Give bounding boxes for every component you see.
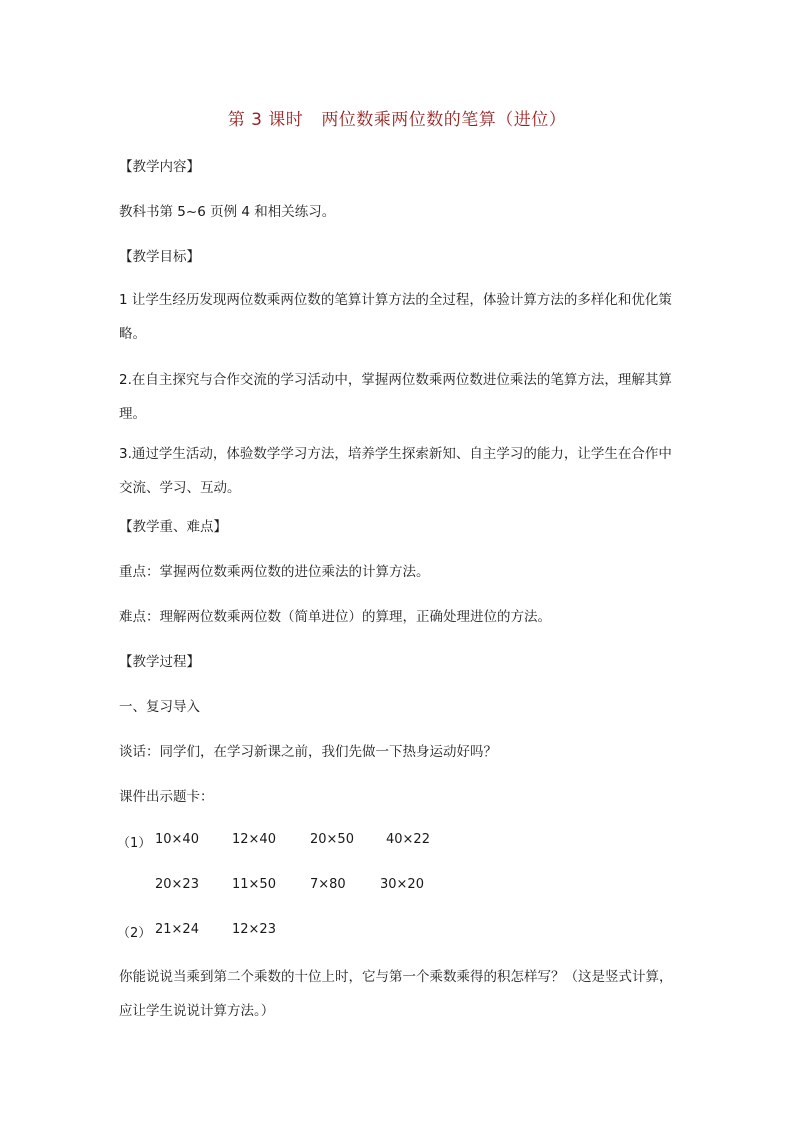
exercise-item: 30×20: [380, 877, 424, 892]
step-review: 一、复习导入: [119, 699, 200, 715]
goal-1: 1 让学生经历发现两位数乘两位数的笔算计算方法的全过程，体验计算方法的多样化和优化策略。: [119, 292, 672, 342]
talk-text: 谈话：同学们，在学习新课之前，我们先做一下热身运动好吗？: [119, 744, 497, 760]
section-heading-content: 【教学内容】: [119, 159, 200, 175]
exercise-item: 20×50: [310, 832, 354, 847]
content-text: 教科书第 5~6 页例 4 和相关练习。: [119, 204, 336, 220]
lesson-number: 第 3 课时: [227, 110, 304, 130]
exercise-group-2-label: （2）: [117, 926, 152, 941]
exercise-item: 10×40: [155, 832, 199, 847]
section-heading-key-points: 【教学重、难点】: [119, 519, 227, 535]
exercise-item: 12×40: [232, 832, 276, 847]
exercise-item: 7×80: [310, 877, 346, 892]
exercise-item: 20×23: [155, 877, 199, 892]
exercise-item: 11×50: [232, 877, 276, 892]
goal-2: 2.在自主探究与合作交流的学习活动中，掌握两位数乘两位数进位乘法的笔算方法，理解其算理。: [119, 372, 672, 422]
exercise-item: 40×22: [386, 832, 430, 847]
card-text: 课件出示题卡：: [119, 789, 214, 805]
lesson-topic: 两位数乘两位数的笔算（进位）: [321, 110, 567, 130]
section-heading-goals: 【教学目标】: [119, 249, 200, 265]
question-text: 你能说说当乘到第二个乘数的十位上时，它与第一个乘数乘得的积怎样写？（这是竖式计算，应让学生说说计算方法。）: [119, 969, 673, 1019]
exercise-group-1-label: （1）: [117, 836, 152, 851]
exercise-item: 21×24: [155, 922, 199, 937]
section-heading-process: 【教学过程】: [119, 654, 200, 670]
goal-3: 3.通过学生活动，体验数学学习方法，培养学生探索新知、自主学习的能力，让学生在合作中交流、学习、互动。: [119, 446, 672, 496]
exercise-item: 12×23: [232, 922, 276, 937]
key-point: 重点：掌握两位数乘两位数的进位乘法的计算方法。: [119, 564, 430, 580]
lesson-title: [0, 105, 794, 130]
difficulty: 难点：理解两位数乘两位数（简单进位）的算理，正确处理进位的方法。: [119, 609, 551, 625]
